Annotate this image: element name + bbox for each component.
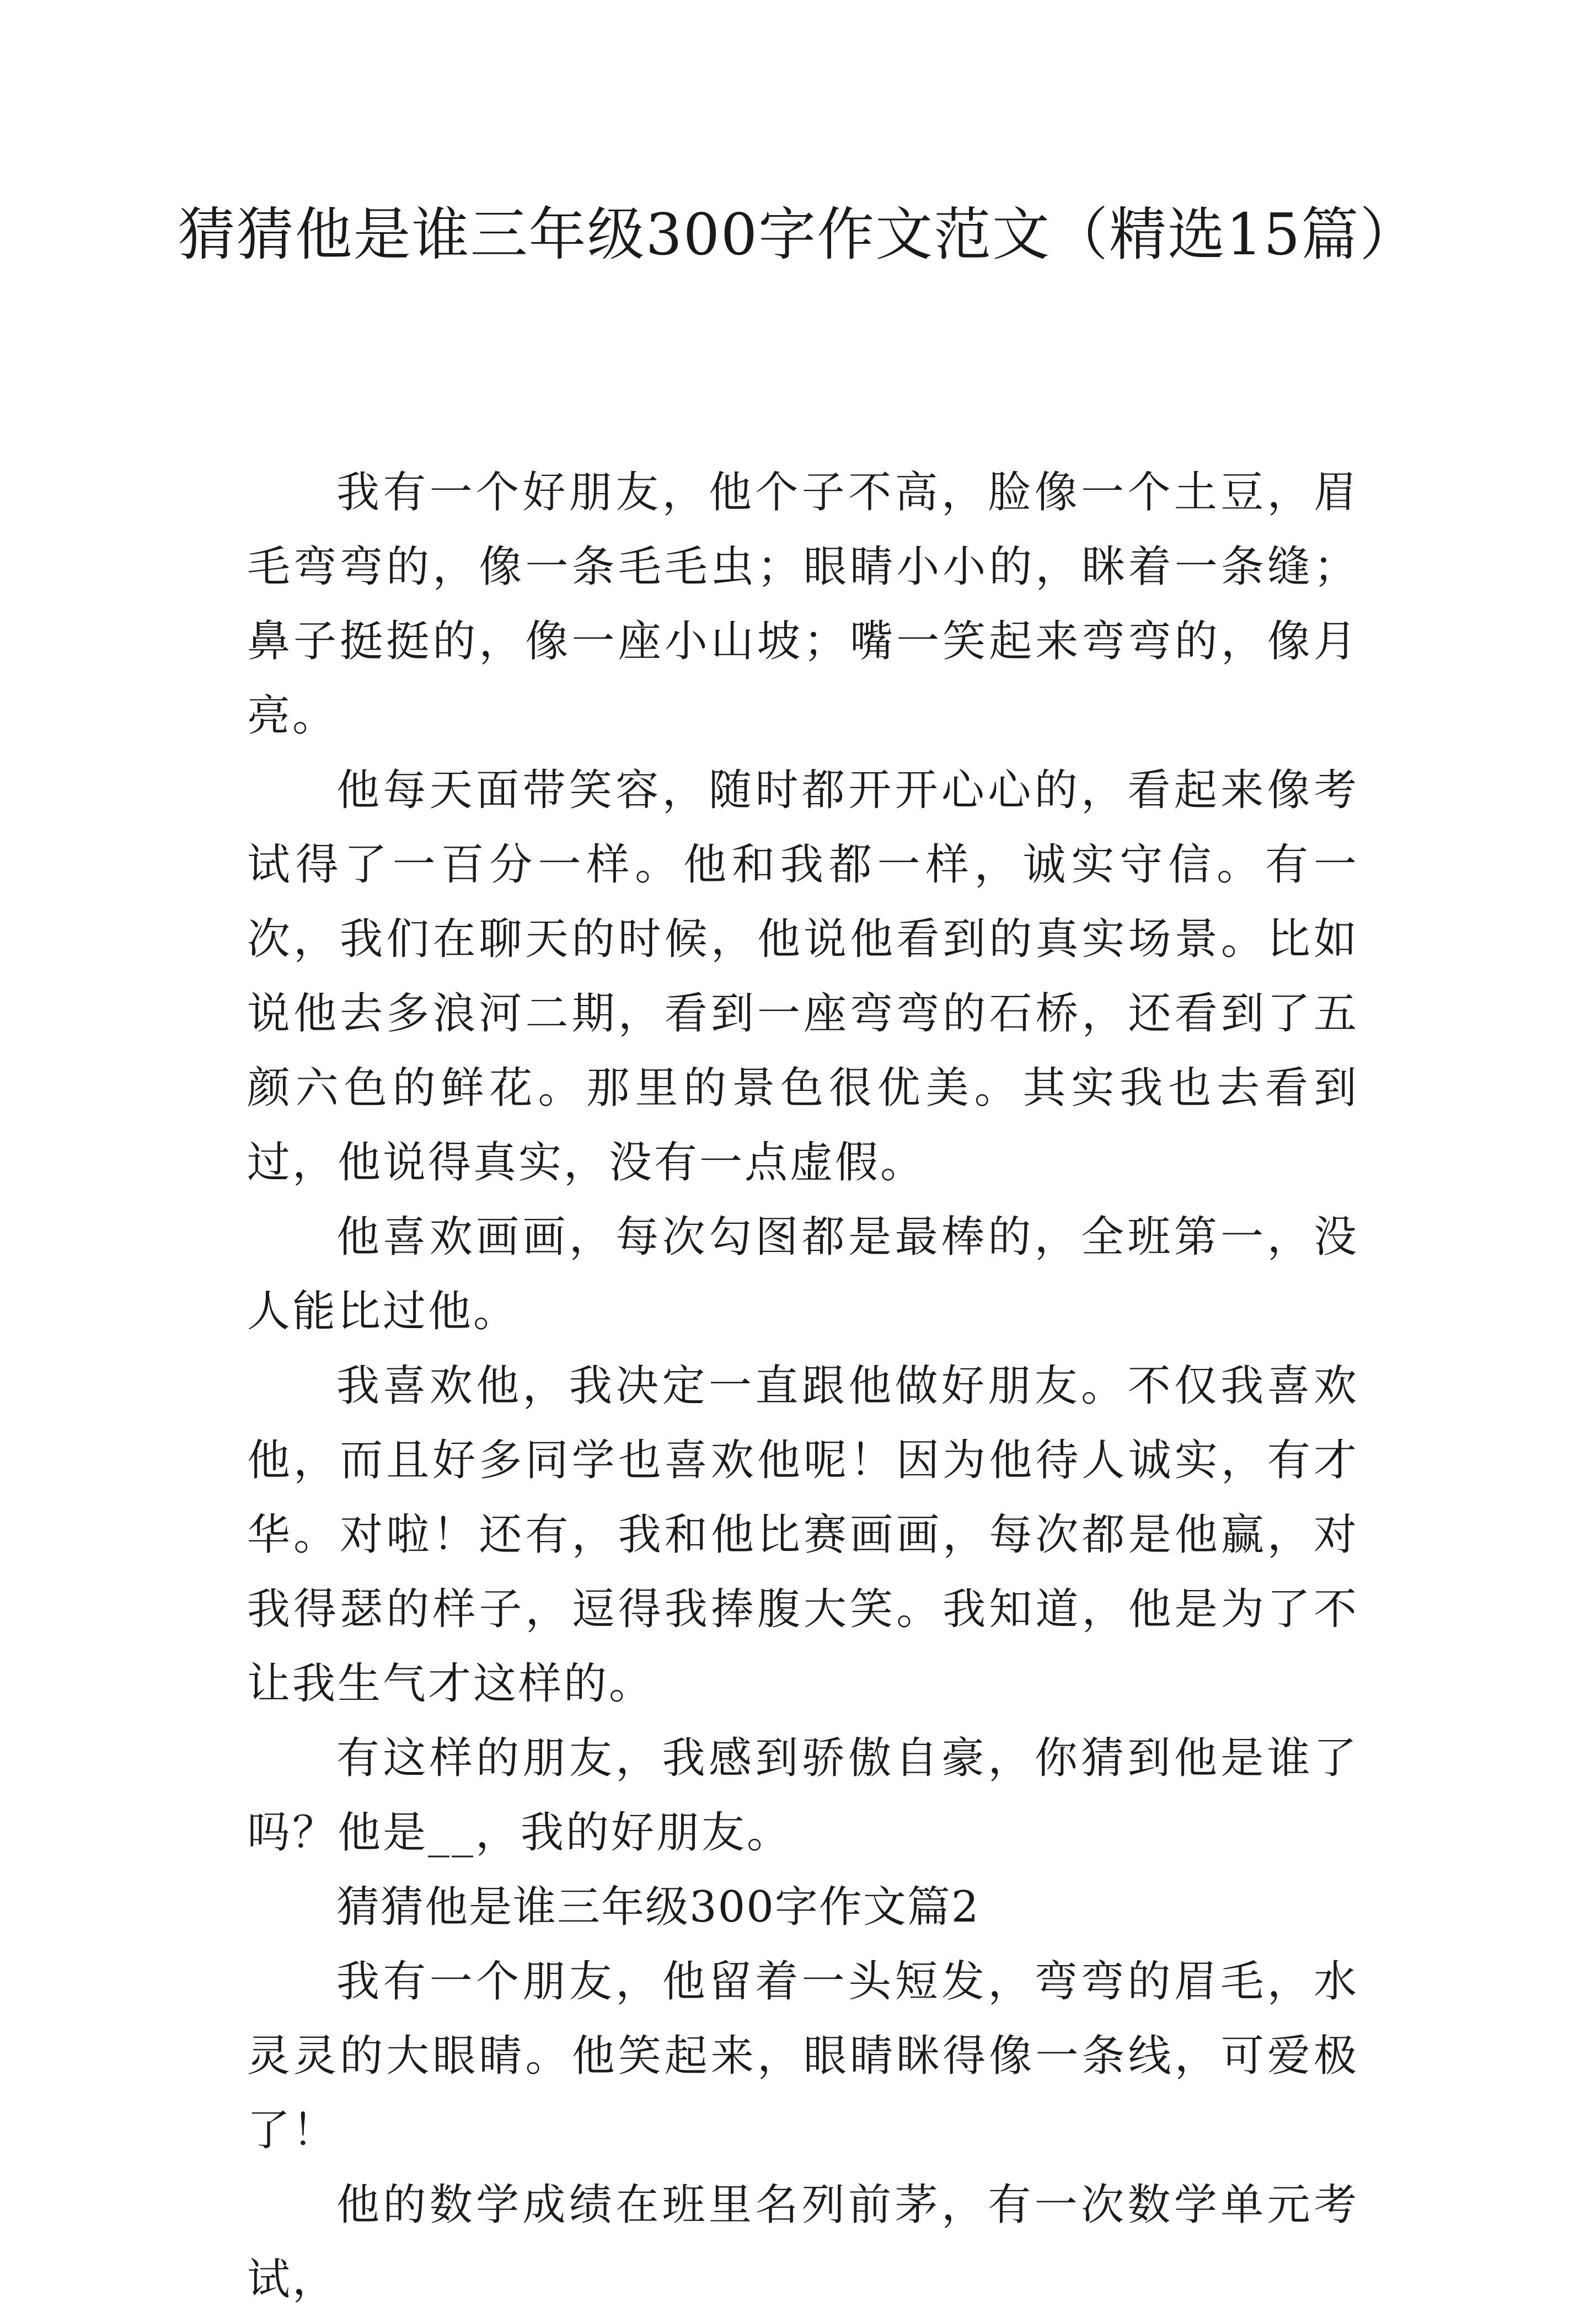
paragraph-1: 我有一个好朋友，他个子不高，脸像一个土豆，眉毛弯弯的，像一条毛毛虫；眼睛小小的，眯着一条缝；鼻子挺挺的，像一座小山坡；嘴一笑起来弯弯的，像月亮。 xyxy=(247,468,1359,741)
section-heading-2: 猜猜他是谁三年级300字作文篇2 xyxy=(336,1882,980,1932)
document-title: 猜猜他是谁三年级300字作文范文（精选15篇） xyxy=(178,201,1418,268)
paragraph-3: 他喜欢画画，每次勾图都是最棒的，全班第一，没人能比过他。 xyxy=(247,1212,1359,1336)
paragraph-4: 我喜欢他，我决定一直跟他做好朋友。不仅我喜欢他，而且好多同学也喜欢他呢！因为他待人诚实，有才华。对啦！还有，我和他比赛画画，每次都是他赢，对我得瑟的样子，逗得我捧腹大笑。我知道，他是为了不让我生气才这样的。 xyxy=(247,1361,1359,1709)
paragraph-5: 有这样的朋友，我感到骄傲自豪，你猜到他是谁了吗？他是__，我的好朋友。 xyxy=(247,1733,1359,1858)
paragraph-6: 我有一个朋友，他留着一头短发，弯弯的眉毛，水灵灵的大眼睛。他笑起来，眼睛眯得像一条线，可爱极了！ xyxy=(247,1957,1359,2155)
document-body xyxy=(247,456,1359,2317)
paragraph-2: 他每天面带笑容，随时都开开心心的，看起来像考试得了一百分一样。他和我都一样，诚实守信。有一次，我们在聊天的时候，他说他看到的真实场景。比如说他去多浪河二期，看到一座弯弯的石桥，还看到了五颜六色的鲜花。那里的景色很优美。其实我也去看到过，他说得真实，没有一点虚假。 xyxy=(247,766,1359,1187)
paragraph-7: 他的数学成绩在班里名列前茅，有一次数学单元考试， xyxy=(247,2180,1359,2304)
